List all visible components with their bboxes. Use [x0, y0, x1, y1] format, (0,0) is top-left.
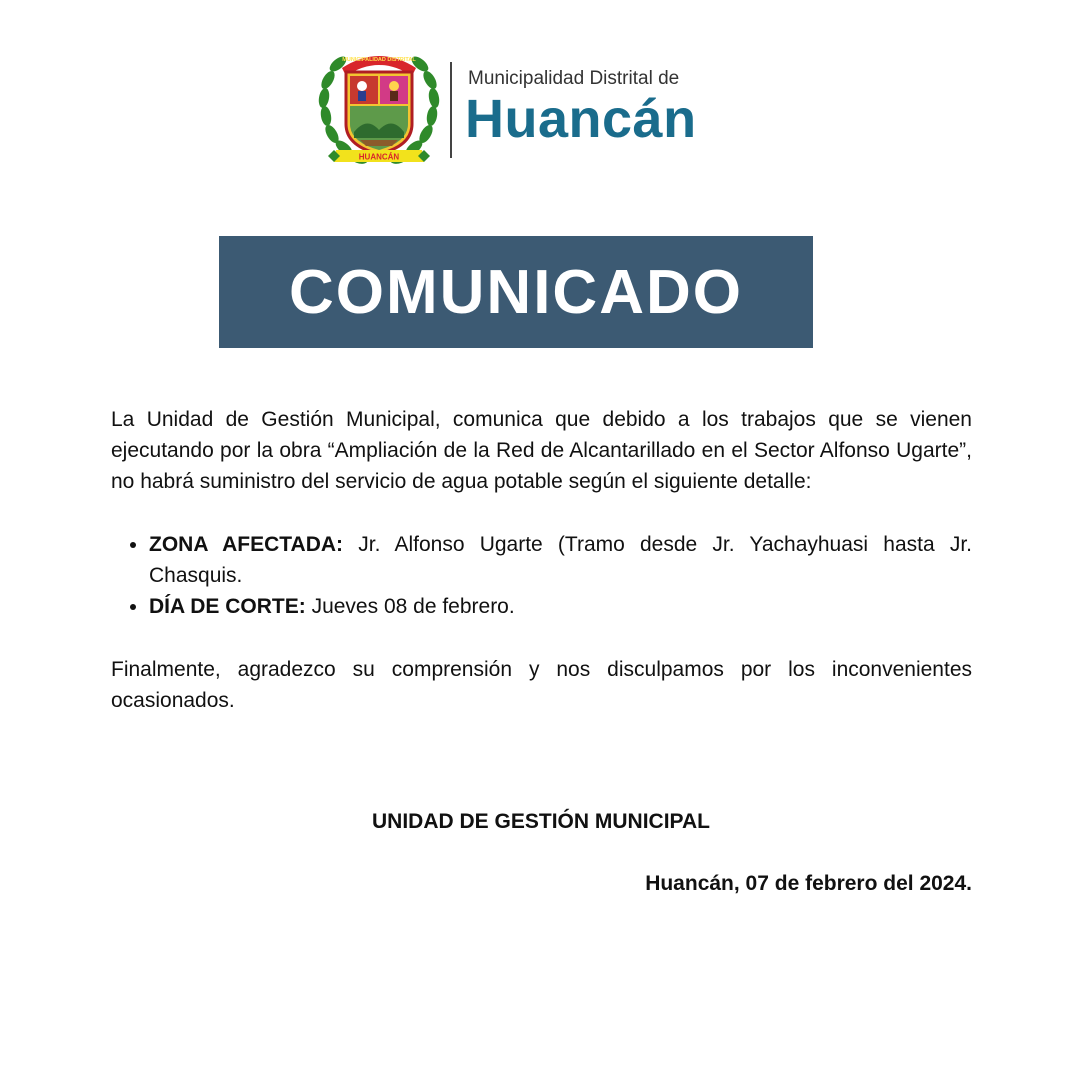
notice-body	[111, 404, 972, 716]
org-name: Huancán	[465, 89, 697, 149]
intro-paragraph: La Unidad de Gestión Municipal, comunica que debido a los trabajos que se vienen ejecutando por la obra “Ampliación de la Red de Alcantarillado en el Sector Alfonso Ugarte”, no habrá suministro del servicio de agua potable según el siguiente detalle:	[111, 408, 972, 493]
list-item	[149, 591, 972, 622]
date-line: Huancán, 07 de febrero del 2024.	[645, 872, 972, 895]
signature-text: UNIDAD DE GESTIÓN MUNICIPAL	[372, 810, 710, 833]
municipal-crest-logo	[312, 46, 446, 174]
org-subtitle: Municipalidad Distrital de	[468, 68, 680, 89]
list-item-label: ZONA AFECTADA:	[149, 533, 344, 556]
signature-block	[0, 810, 1080, 834]
header	[312, 46, 732, 176]
svg-text:MUNICIPALIDAD DISTRITAL: MUNICIPALIDAD DISTRITAL	[342, 57, 416, 63]
list-item-label: DÍA DE CORTE:	[149, 595, 306, 618]
list-item	[149, 529, 972, 591]
detail-list	[111, 529, 972, 622]
svg-text:HUANCÁN: HUANCÁN	[358, 152, 400, 162]
title-banner	[219, 236, 813, 348]
closing-paragraph: Finalmente, agradezco su comprensión y nos disculpamos por los inconvenientes ocasionados.	[111, 658, 972, 712]
banner-title: COMUNICADO	[289, 257, 743, 327]
list-item-value: Jueves 08 de febrero.	[305, 595, 515, 618]
header-divider	[450, 62, 452, 158]
list-item-value: Jr. Alfonso Ugarte (Tramo desde Jr. Yachayhuasi hasta Jr. Chasquis.	[149, 533, 973, 587]
